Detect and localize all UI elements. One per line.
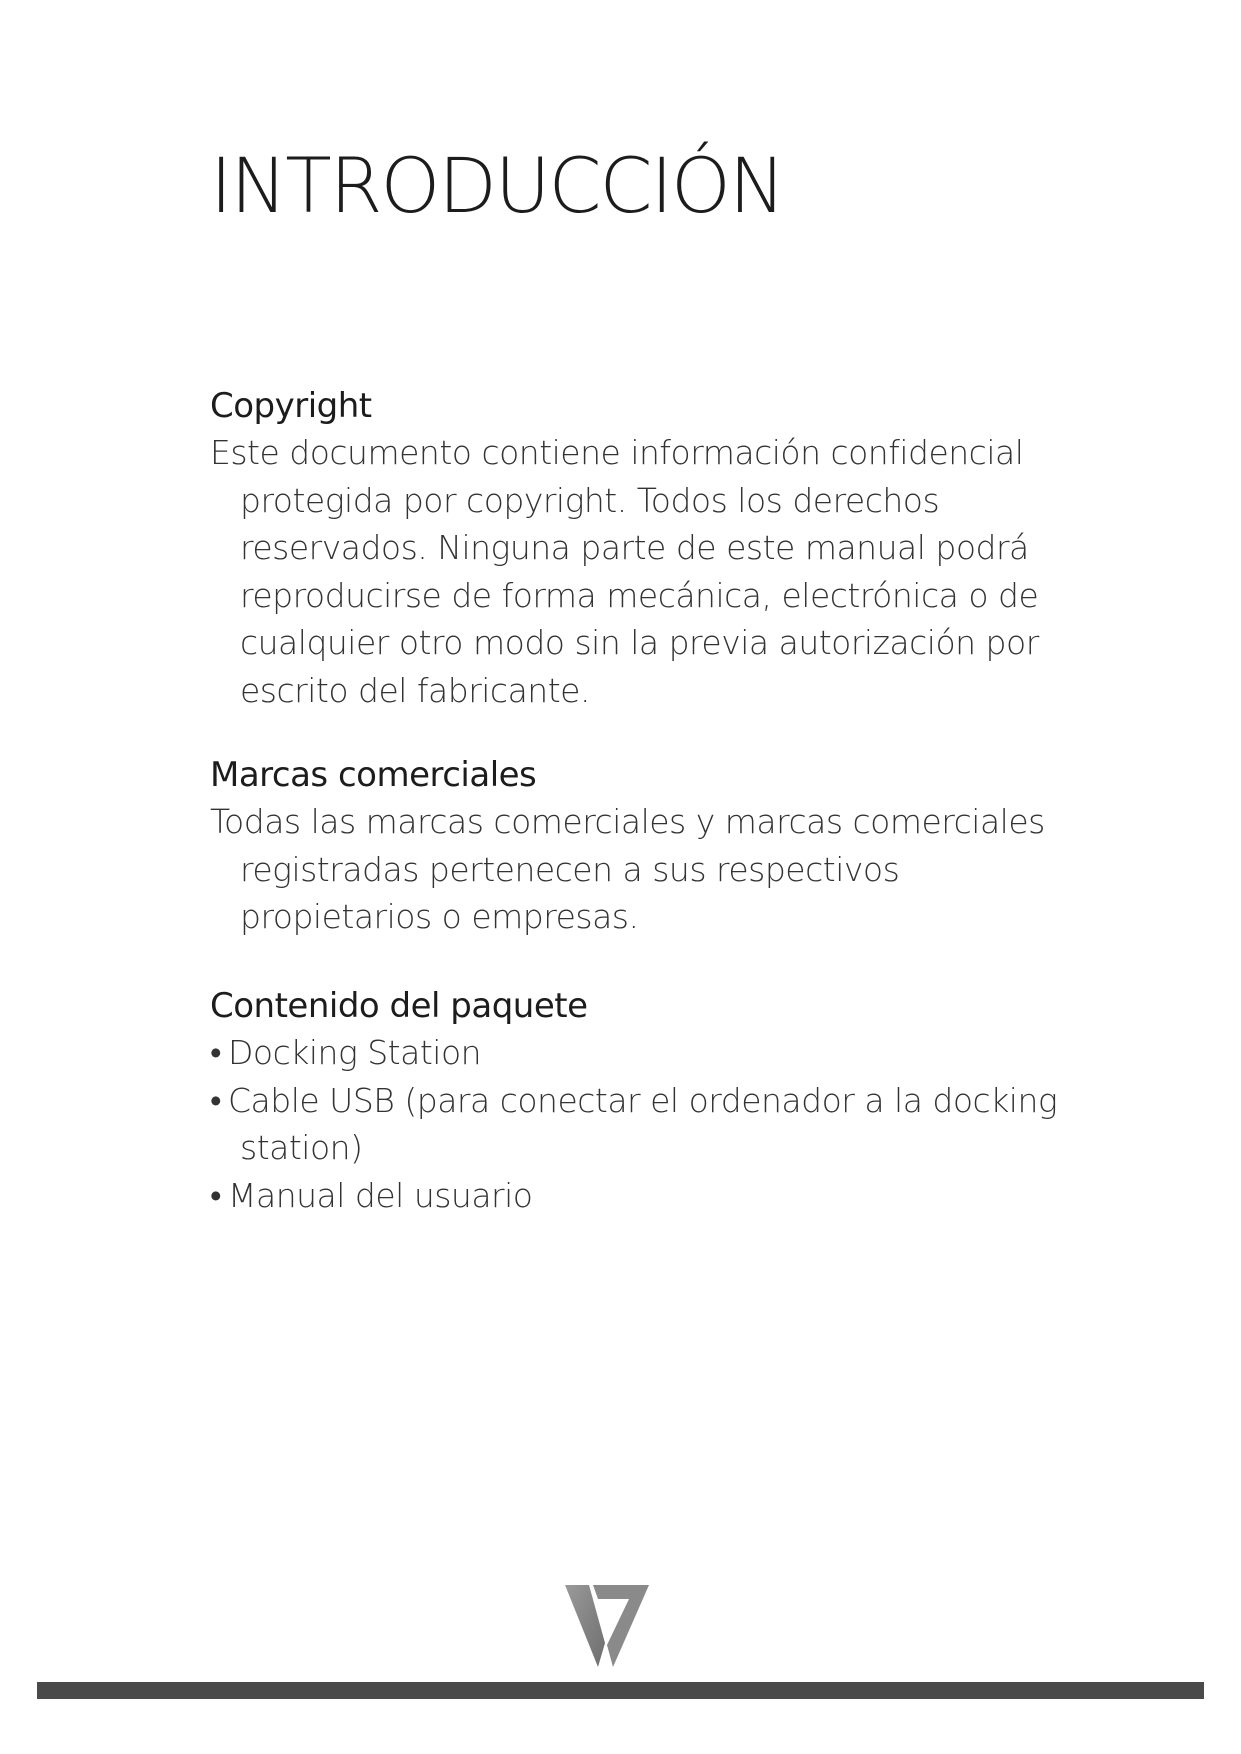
list-item-label: Docking Station [228,1033,482,1072]
list-item-label: Cable USB (para conectar el ordenador a la docking station) [228,1080,1058,1167]
section-body-trademarks: Todas las marcas comerciales y marcas comerciales registradas pertenecen a sus respectivos propietarios o empresas. [210,802,1045,936]
bullet-icon: • [210,1175,222,1215]
page-title: INTRODUCCIÓN [210,141,784,230]
list-item-label: Manual del usuario [228,1175,533,1215]
section-copyright [210,383,1090,714]
list-item [210,1077,1090,1172]
list-item [210,1029,1090,1077]
section-heading-copyright: Copyright [210,386,372,426]
section-body-copyright: Este documento contiene información confidencial protegida por copyright. Todos los derechos reservados. Ninguna parte de este manual podrá reproducirse de forma mecánica, electrónica o de cualquier otro modo sin la previa autorización por escrito del fabricante. [210,433,1039,710]
section-heading-trademarks: Marcas comerciales [210,755,537,795]
section-trademarks [210,752,1090,941]
footer-bar [37,1682,1204,1699]
section-package-contents [210,983,1090,1219]
list-item [210,1172,1090,1220]
bullet-icon: • [210,1033,222,1072]
bullet-icon: • [210,1080,222,1120]
section-heading-package-contents: Contenido del paquete [210,986,588,1026]
package-contents-list [210,1029,1090,1219]
v7-logo-icon [565,1583,649,1669]
